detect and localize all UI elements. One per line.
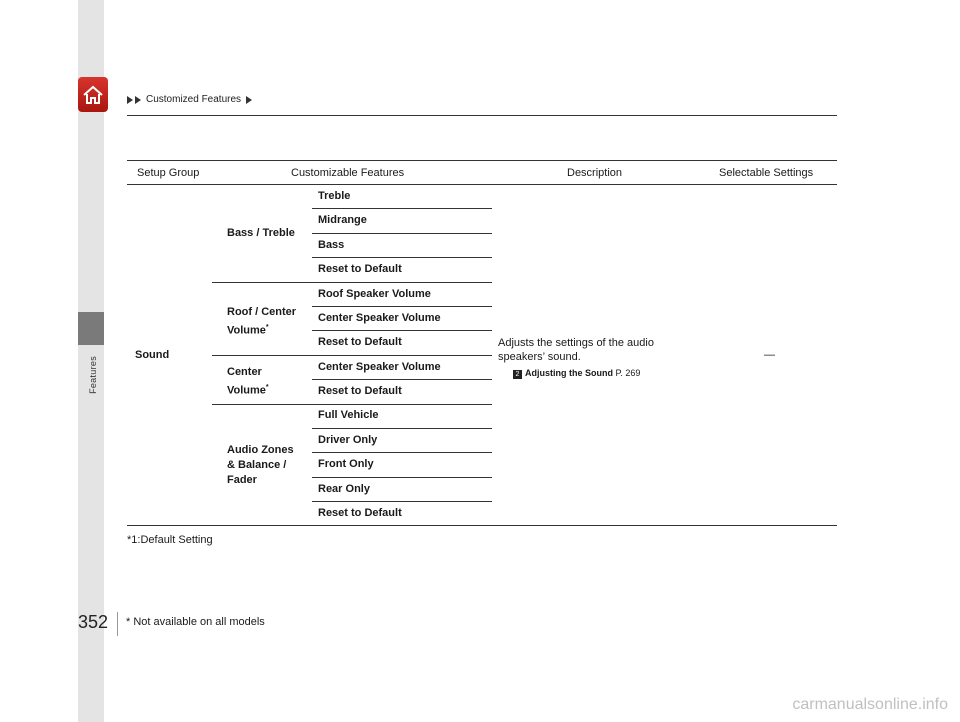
header-setup-group: Setup Group bbox=[137, 167, 200, 179]
feature-center-speaker-volume: Center Speaker Volume bbox=[318, 361, 441, 373]
row-divider bbox=[312, 306, 492, 307]
group-divider bbox=[212, 282, 492, 283]
feature-driver-only: Driver Only bbox=[318, 434, 378, 446]
table-header bbox=[127, 160, 837, 185]
row-divider bbox=[312, 257, 492, 258]
feature-front-only: Front Only bbox=[318, 458, 374, 470]
description-text-line2: speakers’ sound. bbox=[498, 351, 581, 363]
sidebar-tab-lower bbox=[78, 345, 104, 722]
sidebar-tab-active bbox=[78, 312, 104, 345]
feature-reset-to-default: Reset to Default bbox=[318, 507, 402, 519]
feature-midrange: Midrange bbox=[318, 214, 367, 226]
home-button[interactable] bbox=[78, 77, 108, 112]
home-icon bbox=[81, 83, 105, 107]
feature-bass: Bass bbox=[318, 239, 345, 251]
row-divider bbox=[312, 330, 492, 331]
feature-reset-to-default: Reset to Default bbox=[318, 385, 402, 397]
sidebar-section-label: Features bbox=[88, 356, 98, 394]
feature-reset-to-default: Reset to Default bbox=[318, 336, 402, 348]
row-divider bbox=[312, 428, 492, 429]
group-label-audio-zones: Audio Zones & Balance / Fader bbox=[227, 444, 294, 486]
breadcrumb bbox=[127, 94, 252, 105]
breadcrumb-arrow-icon bbox=[246, 96, 252, 104]
row-divider bbox=[312, 477, 492, 478]
row-divider bbox=[312, 379, 492, 380]
row-divider bbox=[312, 501, 492, 502]
description-text-line1: Adjusts the settings of the audio bbox=[498, 337, 654, 349]
header-divider bbox=[127, 115, 837, 116]
description-cell bbox=[498, 336, 688, 380]
feature-rear-only: Rear Only bbox=[318, 483, 370, 495]
header-customizable-features: Customizable Features bbox=[291, 167, 405, 179]
feature-roof-speaker-volume: Roof Speaker Volume bbox=[318, 288, 431, 300]
feature-center-speaker-volume: Center Speaker Volume bbox=[318, 312, 441, 324]
feature-full-vehicle: Full Vehicle bbox=[318, 409, 379, 421]
row-divider bbox=[312, 233, 492, 234]
group-label-roof-center-volume: Roof / Center Volume* bbox=[227, 306, 297, 337]
selectable-settings-value: — bbox=[764, 349, 775, 361]
row-divider bbox=[312, 208, 492, 209]
group-label-bass-treble: Bass / Treble bbox=[227, 227, 295, 239]
table-bottom-border bbox=[127, 525, 837, 526]
page-number: 352 bbox=[78, 612, 109, 632]
breadcrumb-arrow-icon bbox=[135, 96, 141, 104]
group-divider bbox=[212, 404, 492, 405]
reference-arrow-icon: 2 bbox=[513, 370, 522, 379]
breadcrumb-arrow-icon bbox=[127, 96, 133, 104]
breadcrumb-link-customized-features[interactable]: Customized Features bbox=[146, 94, 242, 105]
group-label-center-volume: Center Volume* bbox=[227, 366, 269, 397]
header-selectable-settings: Selectable Settings bbox=[719, 167, 814, 179]
cross-reference-link[interactable]: 2 Adjusting the Sound P. 269 bbox=[513, 366, 688, 380]
row-divider bbox=[312, 452, 492, 453]
setup-group-sound: Sound bbox=[135, 349, 170, 361]
feature-treble: Treble bbox=[318, 190, 351, 202]
header-description: Description bbox=[567, 167, 623, 179]
group-divider bbox=[212, 355, 492, 356]
footnote-default-setting: *1:Default Setting bbox=[127, 534, 213, 546]
page-number-divider bbox=[117, 612, 118, 636]
availability-note: * Not available on all models bbox=[126, 616, 265, 628]
watermark: carmanualsonline.info bbox=[792, 696, 948, 713]
feature-reset-to-default: Reset to Default bbox=[318, 263, 402, 275]
sidebar-tab-upper bbox=[78, 0, 104, 312]
